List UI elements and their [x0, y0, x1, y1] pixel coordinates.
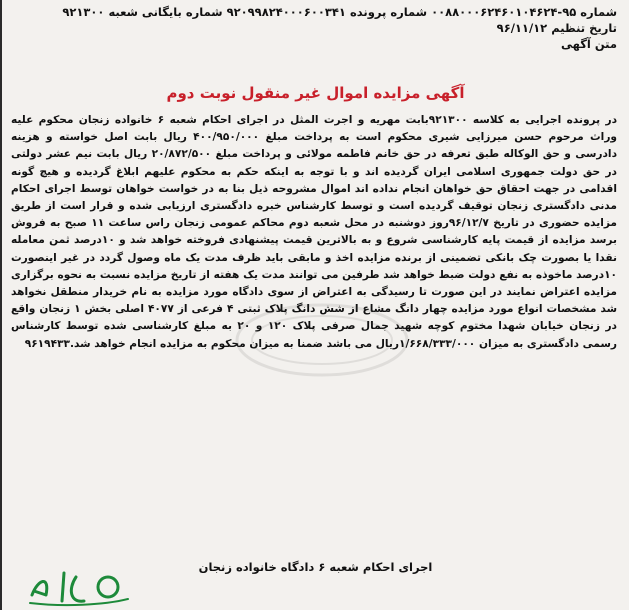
notice-body: در پرونده اجرایی به کلاسه ۹۲۱۳۰۰بابت مهریه و اجرت المثل در اجرای احکام شعبه ۶ خانواده زنجان محکوم علیه وراث مرحوم حسن میرزایی شیری محکوم است به پرداخت مبلغ ۴۰۰/۹۵۰/۰۰۰ ریال بابت اصل خواسته و هزینه دادرسی و حق الوکاله طبق تعرفه در حق خانم فاطمه مولائی و پرداخت مبلغ ۲۰/۸۷۲/۵۰۰ ریال بابت نیم عشر دولتی در حق دولت جمهوری اسلامی ایران گردیده اند و با توجه به اینکه حکم به محکوم علیهم ابلاغ گردیده و هیچ گونه اقدامی در جهت احقاق حق خواهان انجام نداده اند اموال مشروحه ذیل بنا به در خواست خواهان توسط اجرای احکام مدنی دادگستری زنجان توقیف گردیده است و توسط کارشناس خبره دادگستری ارزیابی شده و قرار است از طریق مزایده حضوری در تاریخ ۹۶/۱۲/۷روز دوشنبه در محل شعبه دوم محاکم عمومی زنجان راس ساعت ۱۱ صبح به فروش برسد مزایده از قیمت پایه کارشناسی شروع و به بالاترین قیمت پیشنهادی فروخته خواهد شد و ۱۰درصد ثمن معامله نقدا یا بصورت چک بانکی تضمینی از برنده مزایده اخذ و مابقی باید ظرف مدت یک ماه وصول گردد در غیر اینصورت ۱۰درصد ماخوذه به نفع دولت ضبط خواهد شد طرفین می توانند مدت یک هفته از تاریخ مزایده نسبت به نحوه برگزاری مزایده اعتراض نمایند در این صورت تا رسیدگی به اعتراض از سوی دادگاه مورد مزایده به نام خریدار منطقل نخواهد شد مشخصات انواع مورد مزایده چهار دانگ مشاع از شش دانگ پلاک ثبتی ۴ فرعی از ۴۰۷۷ اصلی بخش ۱ زنجان واقع در زنجان خیابان شهدا مختوم کوچه شهید جمال صرفی پلاک ۱۲۰ و ۲۰ به مبلغ کارشناسی شده توسط کارشناس رسمی دادگستری به میزان ۱/۶۶۸/۳۳۳/۰۰۰ریال می باشد ضمنا به میزان محکوم به مزایده انجام خواهد شد.۹۶۱۹۴۳۳ — [11, 114, 617, 350]
case-numbers-line: شماره ۹۵-۰۰۸۸۰۰۰۶۲۴۶۰۱۰۴۶۲۴ شماره پرونده ۹۲۰۹۹۸۲۴۰۰۰۶۰۰۳۴۱ شماره بایگانی شعبه ۹۲۱۳۰۰ — [62, 5, 617, 19]
notice-text-label: متن آگهی — [560, 37, 617, 51]
handwritten-number — [24, 565, 134, 607]
issue-date: تاریخ تنظیم ۹۶/۱۱/۱۲ — [496, 21, 617, 35]
notice-title: آگهی مزایده اموال غیر منقول نوبت دوم — [166, 84, 465, 102]
issuing-authority: اجرای احکام شعبه ۶ دادگاه خانواده زنجان — [198, 560, 433, 574]
document-header — [17, 4, 617, 52]
